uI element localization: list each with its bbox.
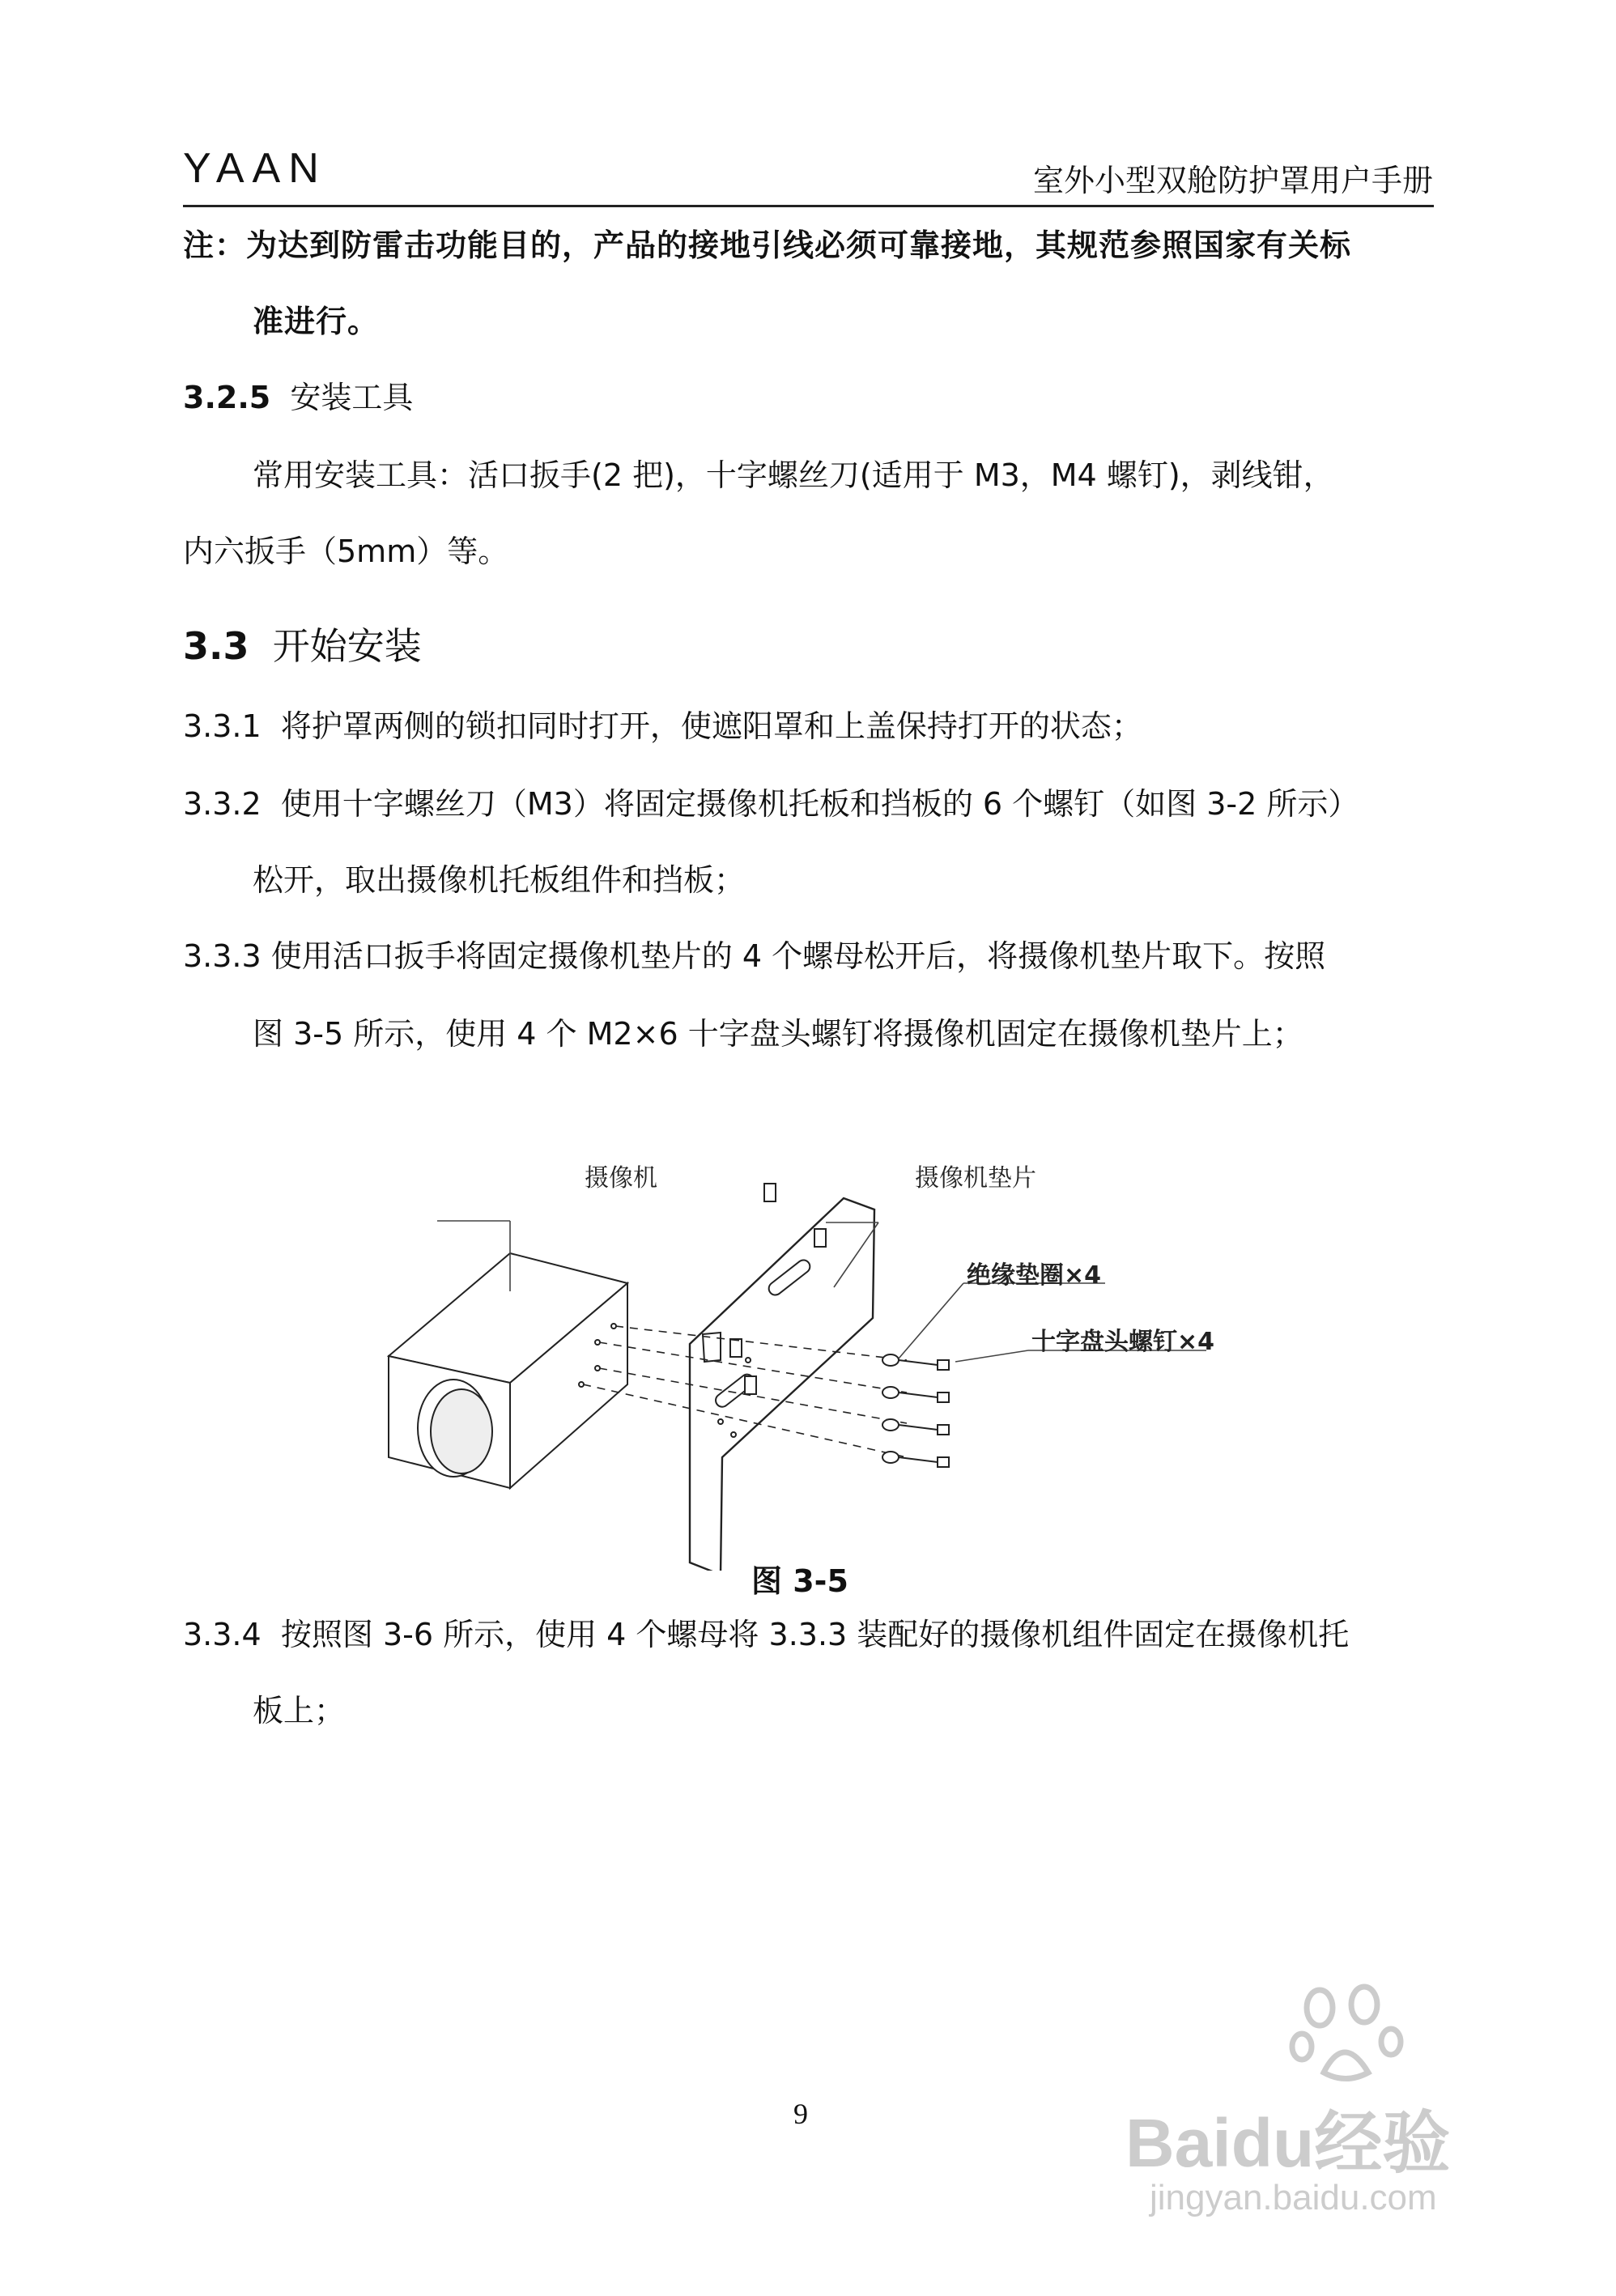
note-line-2: 准进行。 — [253, 304, 380, 339]
section-33-number: 3.3 — [183, 624, 249, 668]
label-phillips-screw: 十字盘头螺钉×4 — [1031, 1328, 1215, 1356]
header-rule — [183, 205, 1434, 207]
header-brand: YAAN — [183, 145, 327, 192]
section-325-line-1: 常用安装工具：活口扳手(2 把)，十字螺丝刀(适用于 M3，M4 螺钉)，剥线钳， — [253, 457, 1334, 493]
manual-title: 室外小型双舱防护罩用户手册 — [1032, 163, 1433, 198]
baidu-jingyan-watermark — [1125, 1975, 1554, 2234]
figure-caption: 图 3-5 — [751, 1563, 848, 1599]
washer-drawing — [882, 1354, 899, 1463]
step-334-number: 3.3.4 — [183, 1617, 262, 1652]
note-line-1: 注：为达到防雷击功能目的，产品的接地引线必须可靠接地，其规范参照国家有关标 — [183, 227, 1352, 263]
section-33-heading — [183, 617, 422, 670]
step-334-line-2: 板上； — [253, 1693, 346, 1728]
step-333-number: 3.3.3 — [183, 938, 262, 974]
watermark-brand-right: du — [1231, 2105, 1315, 2181]
camera-drawing — [389, 1253, 627, 1488]
camera-pad-drawing — [690, 1184, 874, 1571]
step-333-line-1: 使用活口扳手将固定摄像机垫片的 4 个螺母松开后，将摄像机垫片取下。按照 — [270, 938, 1326, 974]
section-325-line-2: 内六扳手（5mm）等。 — [183, 534, 509, 569]
section-325-number: 3.2.5 — [183, 380, 271, 415]
step-334-line-1: 按照图 3-6 所示，使用 4 个螺母将 3.3.3 装配好的摄像机组件固定在摄像机托 — [280, 1617, 1350, 1652]
watermark-url: jingyan.baidu.com — [1150, 2178, 1437, 2217]
label-insulating-washer: 绝缘垫圈×4 — [967, 1261, 1102, 1290]
paw-icon — [1287, 1975, 1409, 2089]
step-331-text: 将护罩两侧的锁扣同时打开，使遮阳罩和上盖保持打开的状态； — [280, 708, 1142, 744]
label-camera: 摄像机 — [585, 1164, 657, 1193]
step-332 — [183, 786, 1359, 822]
step-334 — [183, 1619, 1349, 1650]
section-33-title: 开始安装 — [272, 624, 422, 668]
watermark-brand-left: Bai — [1125, 2105, 1231, 2181]
section-325-title: 安装工具 — [290, 380, 414, 415]
step-332-line-1: 使用十字螺丝刀（M3）将固定摄像机托板和挡板的 6 个螺钉（如图 3-2 所示） — [280, 786, 1359, 822]
label-camera-pad: 摄像机垫片 — [915, 1164, 1036, 1193]
watermark-brand-cn: 经验 — [1314, 2103, 1451, 2183]
step-332-number: 3.3.2 — [183, 786, 262, 822]
step-333 — [183, 938, 1326, 974]
screw-drawing — [899, 1360, 949, 1467]
step-331 — [183, 708, 1142, 744]
step-332-line-2: 松开，取出摄像机托板组件和挡板； — [253, 862, 746, 898]
step-333-line-2: 图 3-5 所示，使用 4 个 M2×6 十字盘头螺钉将摄像机固定在摄像机垫片上； — [253, 1016, 1303, 1052]
page-number: 9 — [793, 2098, 808, 2130]
section-325-heading — [183, 382, 413, 413]
step-331-number: 3.3.1 — [183, 708, 262, 744]
